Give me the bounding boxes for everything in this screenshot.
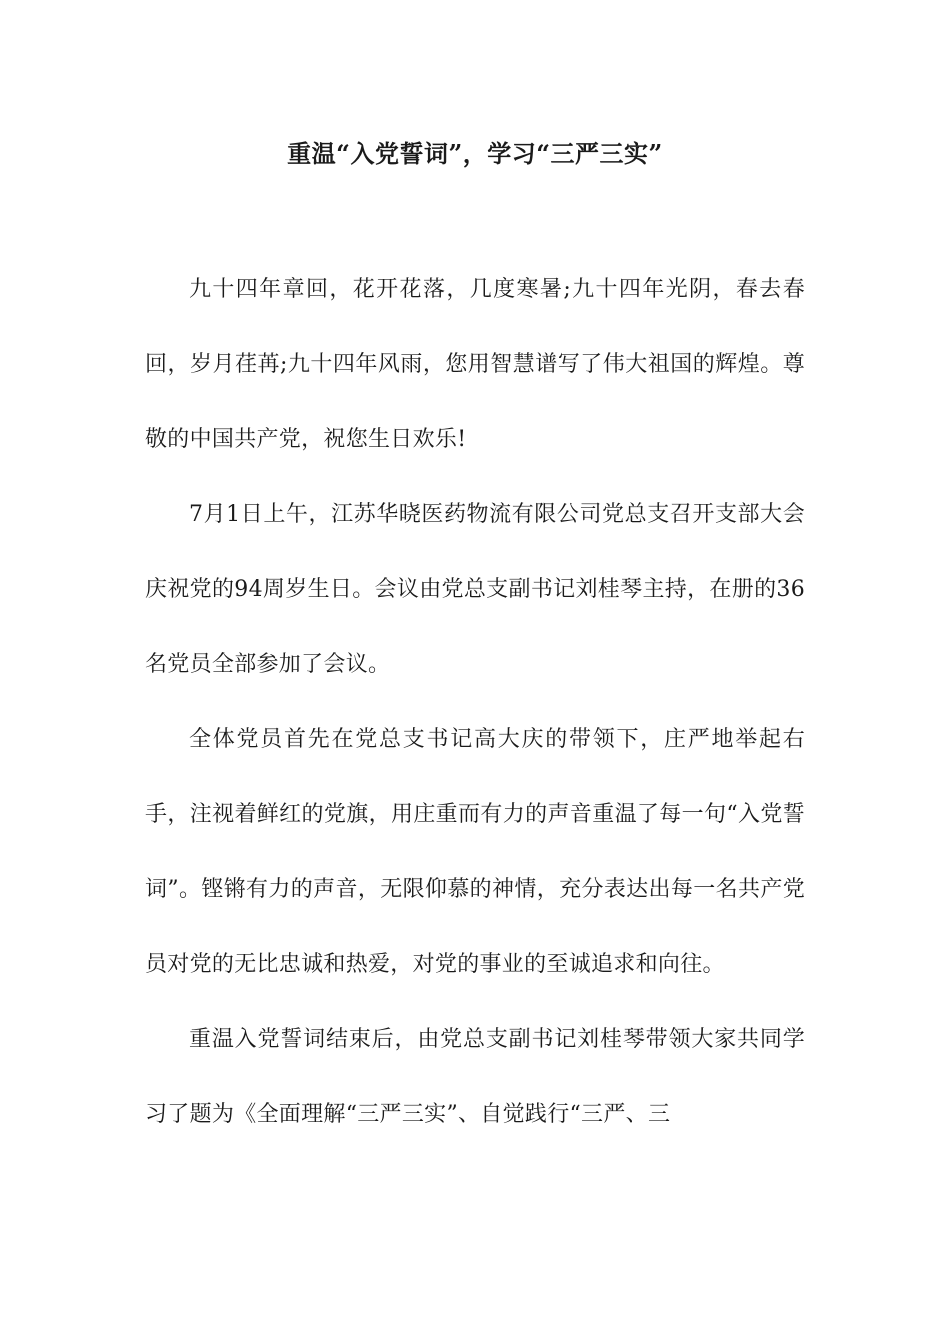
document-body: [145, 252, 805, 1152]
paragraph-2: 7月1日上午，江苏华晓医药物流有限公司党总支召开支部大会庆祝党的94周岁生日。会议由党总支副书记刘桂琴主持，在册的36名党员全部参加了会议。: [145, 502, 805, 677]
paragraph-4: 重温入党誓词结束后，由党总支副书记刘桂琴带领大家共同学习了题为《全面理解“三严三实”、自觉践行“三严、三: [145, 1027, 805, 1127]
document-title: 重温“入党誓词”，学习“三严三实”: [287, 139, 663, 168]
paragraph-1: 九十四年章回，花开花落，几度寒暑;九十四年光阴，春去春回，岁月荏苒;九十四年风雨，您用智慧谱写了伟大祖国的辉煌。尊敬的中国共产党，祝您生日欢乐!: [145, 277, 805, 452]
paragraph-3: 全体党员首先在党总支书记高大庆的带领下，庄严地举起右手，注视着鲜红的党旗，用庄重而有力的声音重温了每一句“入党誓词”。铿锵有力的声音，无限仰慕的神情，充分表达出每一名共产党员对党的无比忠诚和热爱，对党的事业的至诚追求和向往。: [145, 727, 805, 977]
